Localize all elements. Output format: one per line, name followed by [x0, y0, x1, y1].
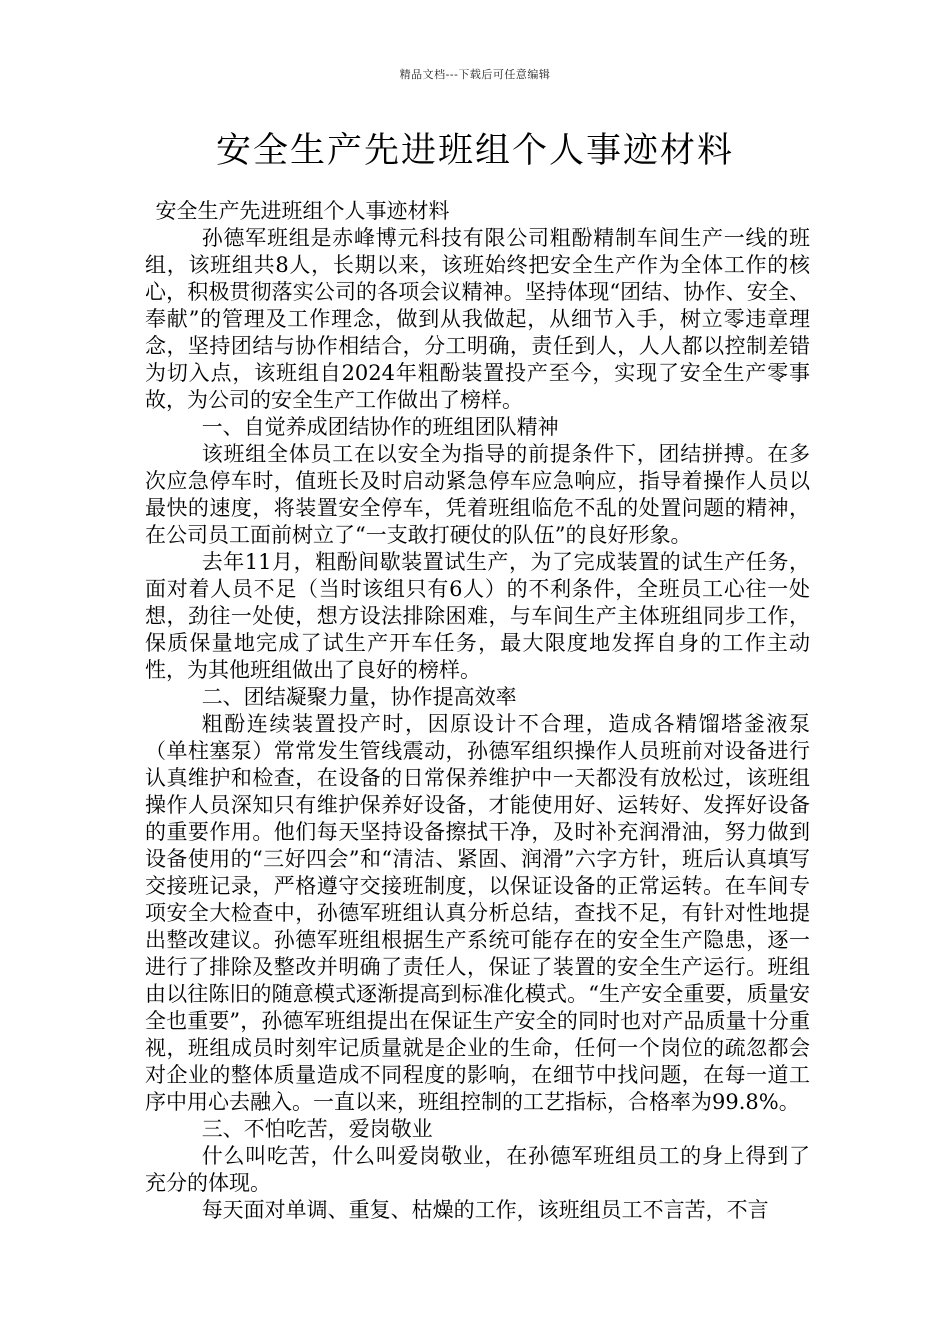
- section-heading-1: 一、自觉养成团结协作的班组团队精神: [201, 415, 559, 439]
- section-heading-3: 三、不怕吃苦，爱岗敬业: [201, 1117, 433, 1141]
- paragraph-dedication: 什么叫吃苦，什么叫爱岗敬业，在孙德军班组员工的身上得到了充分的体现。: [145, 1144, 810, 1195]
- paragraph-daily-work: 每天面对单调、重复、枯燥的工作，该班组员工不言苦，不言: [201, 1198, 769, 1222]
- document-body: [145, 198, 810, 1224]
- paragraph-teamwork: 该班组全体员工在以安全为指导的前提条件下，团结拼搏。在多次应急停车时，值班长及时启动紧急停车应急响应，指导着操作人员以最快的速度，将装置安全停车，凭着班组临危不乱的处置问题的精神，在公司员工面前树立了“一支敢打硬仗的队伍”的良好形象。: [145, 442, 810, 547]
- paragraph-intro: 孙德军班组是赤峰博元科技有限公司粗酚精制车间生产一线的班组，该班组共8人，长期以来，该班始终把安全生产作为全体工作的核心，积极贯彻落实公司的各项会议精神。坚持体现“团结、协作、安全、奉献”的管理及工作理念，做到从我做起，从细节入手，树立零违章理念，坚持团结与协作相结合，分工明确，责任到人，人人都以控制差错为切入点，该班组自2024年粗酚装置投产至今，实现了安全生产零事故，为公司的安全生产工作做出了榜样。: [145, 226, 810, 412]
- paragraph-equipment-maintenance: 粗酚连续装置投产时，因原设计不合理，造成各精馏塔釜液泵（单柱塞泵）常常发生管线震动，孙德军组织操作人员班前对设备进行认真维护和检查，在设备的日常保养维护中一天都没有放松过，该班组操作人员深知只有维护保养好设备，才能使用好、运转好、发挥好设备的重要作用。他们每天坚持设备擦拭干净，及时补充润滑油，努力做到设备使用的“三好四会”和“清洁、紧固、润滑”六字方针，班后认真填写交接班记录，严格遵守交接班制度，以保证设备的正常运转。在车间专项安全大检查中，孙德军班组认真分析总结，查找不足，有针对性地提出整改建议。孙德军班组根据生产系统可能存在的安全生产隐患，逐一进行了排除及整改并明确了责任人，保证了装置的安全生产运行。班组由以往陈旧的随意模式逐渐提高到标准化模式。“生产安全重要，质量安全也重要”，孙德军班组提出在保证生产安全的同时也对产品质量十分重视，班组成员时刻牢记质量就是企业的生命，任何一个岗位的疏忽都会对企业的整体质量造成不同程度的影响，在细节中找问题，在每一道工序中用心去融入。一直以来，班组控制的工艺指标，合格率为99.8%。: [145, 712, 810, 1114]
- document-title: 安全生产先进班组个人事迹材料: [215, 131, 734, 171]
- paragraph-trial-production: 去年11月，粗酚间歇装置试生产，为了完成装置的试生产任务，面对着人员不足（当时该组只有6人）的不利条件，全班员工心往一处想，劲往一处使，想方设法排除困难，与车间生产主体班组同步工作，保质保量地完成了试生产开车任务，最大限度地发挥自身的工作主动性，为其他班组做出了良好的榜样。: [145, 550, 810, 682]
- document-subtitle: 安全生产先进班组个人事迹材料: [155, 199, 450, 223]
- section-heading-2: 二、团结凝聚力量，协作提高效率: [201, 685, 517, 709]
- header-note: 精品文档---下载后可任意编辑: [399, 68, 551, 81]
